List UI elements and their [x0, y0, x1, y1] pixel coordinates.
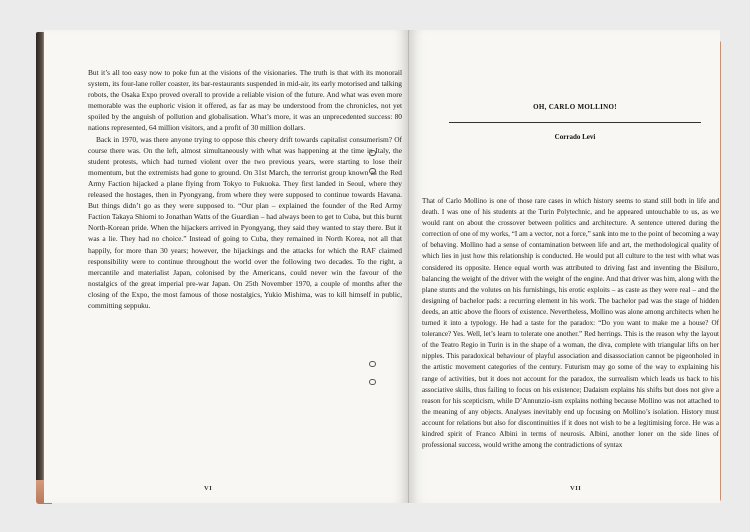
left-page-number: VI [204, 485, 213, 492]
open-book [36, 30, 720, 503]
title-rule [449, 122, 701, 123]
right-page-number: VII [570, 485, 582, 492]
chapter-title: OH, CARLO MOLLINO! [533, 103, 617, 111]
right-page [409, 30, 720, 503]
left-page-text [88, 67, 402, 311]
binding-thread [369, 168, 376, 174]
binding-thread [369, 379, 376, 385]
left-paragraph-2: Back in 1970, was there anyone trying to oppose this cheery drift towards capitalist consumerism? Of course there was. On the left, almost simultaneously with what was happening at the time in Italy, the student protests, which had turned violent over the two previous years, were starting to lose their momentum, but the extremists had gone to ground. On 31st March, the terrorist group known as the Red Army Faction hijacked a plane flying from Tokyo to Fukuoka. They first landed in Seoul, where they released the hostages, then in Pyongyang, from where they were supposed to continue towards Havana. But things didn’t go as they were supposed to. “Our plan – explained the founder of the Red Army Faction Takaya Shiomi to Jonathan Watts of the Guardian – had always been to get to Cuba, but this burnt North-Korean pride. When the hijackers arrived in Pyongyang, they said they wanted to stay there. But it was a lie. They had no choice.” Instead of going to Cuba, they remained in North Korea, not all that happily, for more than 30 years; however, the hijackings and the attacks for which the RAF claimed responsibility were to continue throughout the world over the following two decades. To the right, a mercantile and materialist Japan, colonised by the Americans, could never win the favour of the nostalgics of the great imperial pre-war Japan. On 25th November 1970, a couple of months after the closing of the Expo, the most famous of those nostalgics, Yukio Mishima, was to kill himself in public, committing seppuku. [88, 134, 402, 310]
right-paragraph-1: That of Carlo Mollino is one of those rare cases in which history seems to stand still both in life and death. I was one of his students at the Turin Polytechnic, and he appeared untouchable to us, as we would rant on about the crossover between politics and architecture. A sentence uttered during the correction of one of my works, “I am a vector, not a force,” sank into me to the point of becoming a way of behaving. Mollino had a sense of contamination between life and art, the methodological quality of which lies in just how this relationship is conducted. He would put all culture to the test with what was considered its opposite. Hence equal worth was attributed to driving fast and inventing the Bisiluro, balancing the weight of the driver with the weight of the engine. And that driver was him, along with the plane stunts and the volutes on his furnishings, his erotic exploits – as caste as they were real – and the designing of bachelor pads: a recurring element in his work. The bachelor pad was the stage of hidden deeds, an attic above the floors of existence. Nevertheless, Mollino was alone among architects when he turned it into a typology. He had a taste for the paradox: “Do you want to make me a house? Of tolerance? Yes. Well, let’s learn to tolerate one another.” Red herrings. This is the reason why the layout of the Teatro Regio in Turin is in the shape of a woman, the diva, complete with triangular lifts on her nipples. This paradoxical behaviour of playful association and disassociation cannot be pigeonholed in the artistic movement categories of the century. Futurism may go some of the way to explaining his range of activities, but it does not account for the paradox, the surrealism which leads us back to his associative skills, thus failing to focus on his existence; Dadaism explains his shifts but does not give a reason for his scepticism, while D’Annunzio-ism explains nothing because Mollino was not attached to the meaning of any objects. Analyses inevitably end up focusing on Mollino’s isolation. History must account for relations but also for discontinuities if it does not wish to be a legitimising force. He was a kindred spirit of Franco Albini in terms of neurosis. Albini, another loner on the side lines of professional success, would writhe among the contradictions of syntax [422, 197, 719, 450]
left-page [44, 30, 409, 503]
binding-thread [369, 361, 376, 367]
binding-thread [369, 150, 376, 156]
author-name: Corrado Levi [554, 133, 596, 141]
right-page-text [422, 196, 719, 451]
left-paragraph-1: But it’s all too easy now to poke fun at the visions of the visionaries. The truth is that with its monorail system, its four-lane roller coaster, its bar-restaurants suspended in mid-air, its early motorised and talking robots, the Osaka Expo proved overall to provide a reliable vision of the future. And what was even more memorable was the euphoric vision it offered, as far as may be understood from the chronicles, not yet spoiled by the anguish of pollution and globalisation. What’s more, it was an unprecedented success: 80 nations represented, 64 million visitors, and a profit of 30 million dollars. [88, 68, 402, 133]
